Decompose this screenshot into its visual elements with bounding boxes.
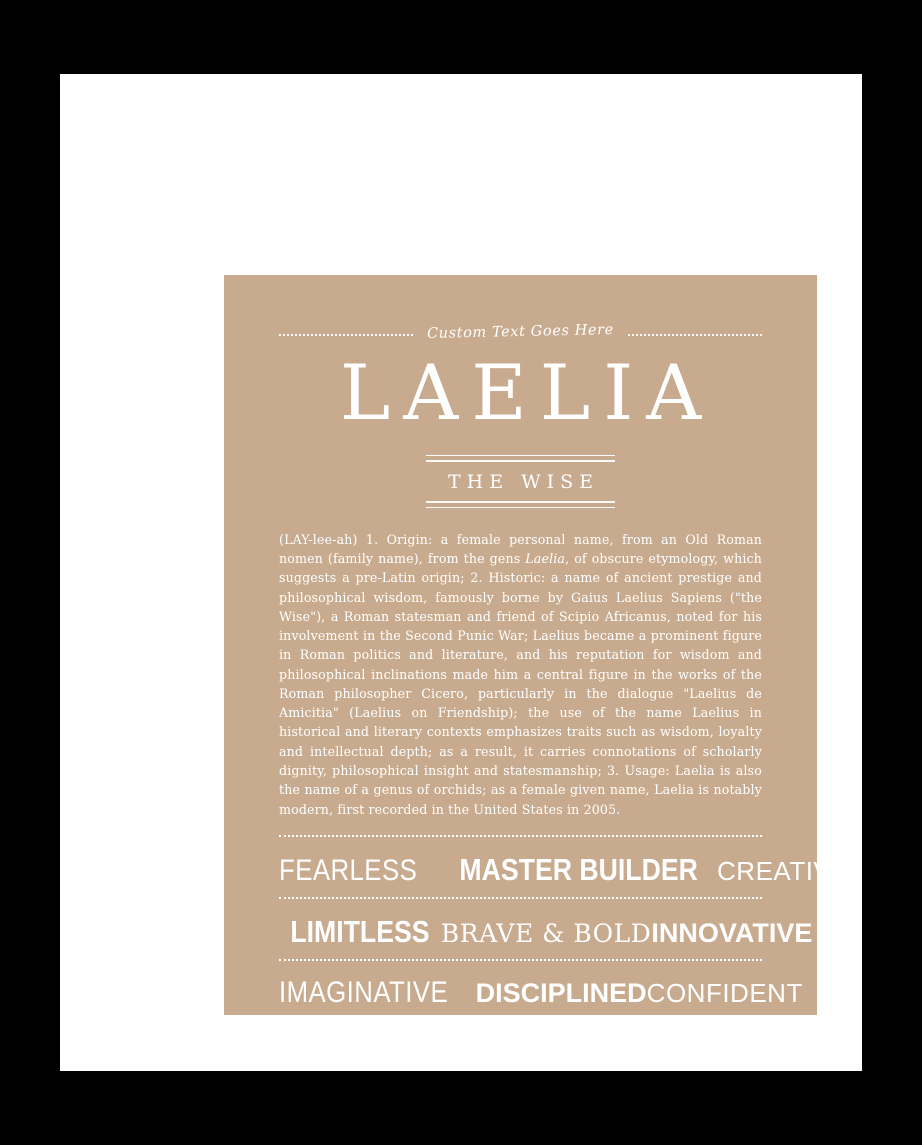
trait-word: DISCIPLINED — [475, 977, 647, 1008]
trait-row — [279, 845, 850, 897]
trait-row — [279, 969, 803, 1019]
traits-dotted-rule-2 — [279, 959, 762, 961]
traits-dotted-rule-3 — [279, 1019, 762, 1021]
definition-rest: , of obscure etymology, which suggests a pre-Latin origin; 2. Historic: a name of ancient prestige and philosophical wisdom, famously borne by Gaius Laelius Sapiens ("the Wise"), a Roman statesman and friend of Scipio Africanus, noted for his involvement in the Second Punic War; Laelius became a prominent figure in Roman politics and literature, and his reputation for wisdom and philosophical inclinations made him a central figure in the works of the Roman philosopher Cicero, particularly in the dialogue "Laelius de Amicitia" (Laelius on Friendship); the use of the name Laelius in historical and literary contexts emphasizes traits such as wisdom, loyalty and intellectual depth; as a result, it carries connotations of scholarly dignity, philosophical insight and statesmanship; 3. Usage: Laelia is also the name of a genus of orchids; as a female given name, Laelia is notably modern, first recorded in the United States in 2005. — [279, 551, 762, 817]
name-art-poster — [224, 275, 850, 1015]
dotted-rule-left — [279, 334, 413, 336]
custom-text: Custom Text Goes Here — [426, 322, 615, 342]
trait-word: MASTER BUILDER — [459, 851, 698, 887]
custom-text-row — [279, 275, 762, 345]
trait-word: LIMITLESS — [290, 913, 430, 949]
trait-word: INNOVATIVE — [651, 917, 813, 948]
trait-word: IMAGINATIVE — [279, 975, 449, 1009]
definition-paragraph — [279, 530, 762, 819]
traits-dotted-rule-0 — [279, 835, 762, 837]
subtitle-block — [279, 455, 762, 508]
definition-lead: (LAY-lee-ah) 1. Origin: a female personal name, from an Old Roman nomen (family name), from the gens — [279, 531, 762, 567]
subtitle-rule-bottom — [426, 507, 615, 508]
trait-word: CONFIDENT — [646, 977, 803, 1008]
dotted-rule-right — [628, 334, 762, 336]
print-mat — [60, 74, 862, 1071]
definition-italic-word: Laelia — [525, 551, 566, 567]
trait-word: BRAVE & BOLD — [440, 918, 652, 948]
subtitle-rule-top — [426, 455, 615, 456]
subtitle-rule-top-thick — [426, 460, 615, 462]
trait-word: CREATIVE — [717, 855, 850, 886]
subtitle-rule-bottom-thick — [426, 501, 615, 503]
traits-block — [279, 835, 850, 1021]
traits-dotted-rule-1 — [279, 897, 762, 899]
trait-row — [279, 907, 813, 959]
trait-word: FEARLESS — [279, 853, 418, 887]
name-title: LAELIA — [339, 348, 715, 437]
subtitle-text: THE WISE — [447, 470, 600, 493]
